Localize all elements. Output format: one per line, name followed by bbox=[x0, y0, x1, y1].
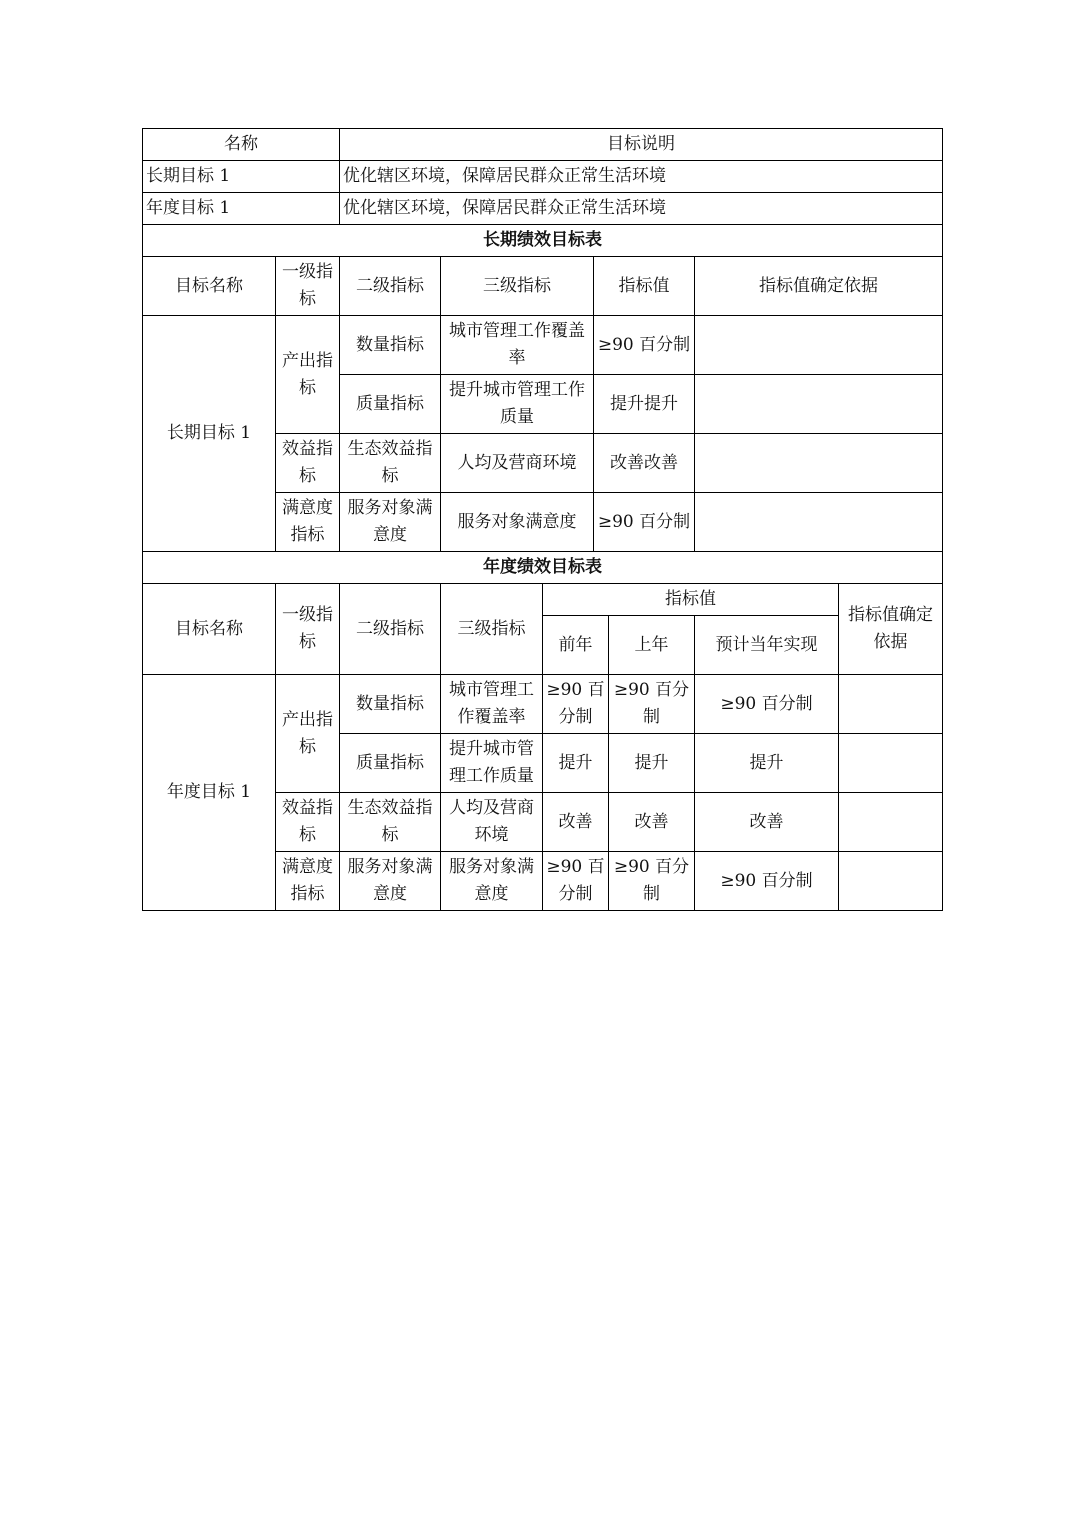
level1-indicator: 效益指标 bbox=[276, 793, 340, 852]
value-basis bbox=[695, 316, 943, 375]
overview-header-name: 名称 bbox=[143, 129, 340, 161]
level1-indicator: 效益指标 bbox=[276, 434, 340, 493]
level3-indicator: 城市管理工作覆盖率 bbox=[441, 316, 594, 375]
annual-table bbox=[142, 551, 943, 911]
indicator-value: 改善改善 bbox=[594, 434, 695, 493]
level3-indicator: 人均及营商环境 bbox=[441, 793, 543, 852]
document-page bbox=[142, 128, 942, 911]
sub-header: 上年 bbox=[609, 616, 695, 675]
level3-indicator: 服务对象满意度 bbox=[441, 852, 543, 911]
level2-indicator: 生态效益指标 bbox=[340, 793, 441, 852]
value-basis bbox=[839, 734, 943, 793]
column-header: 一级指标 bbox=[276, 257, 340, 316]
sub-header: 预计当年实现 bbox=[695, 616, 839, 675]
level3-indicator: 提升城市管理工作质量 bbox=[441, 734, 543, 793]
column-header: 目标名称 bbox=[143, 584, 276, 675]
level2-indicator: 服务对象满意度 bbox=[340, 493, 441, 552]
prev1-value: ≥90 百分制 bbox=[609, 852, 695, 911]
expected-value: 提升 bbox=[695, 734, 839, 793]
goal-name: 年度目标 1 bbox=[143, 675, 276, 911]
value-basis bbox=[695, 434, 943, 493]
value-basis bbox=[839, 852, 943, 911]
level2-indicator: 生态效益指标 bbox=[340, 434, 441, 493]
prev2-value: ≥90 百分制 bbox=[543, 675, 609, 734]
expected-value: 改善 bbox=[695, 793, 839, 852]
level2-indicator: 质量指标 bbox=[340, 734, 441, 793]
level3-indicator: 人均及营商环境 bbox=[441, 434, 594, 493]
goal-name: 长期目标 1 bbox=[143, 316, 276, 552]
level3-indicator: 服务对象满意度 bbox=[441, 493, 594, 552]
column-header: 三级指标 bbox=[441, 257, 594, 316]
prev2-value: ≥90 百分制 bbox=[543, 852, 609, 911]
column-header: 二级指标 bbox=[340, 584, 441, 675]
level1-indicator: 产出指标 bbox=[276, 675, 340, 793]
sub-header: 前年 bbox=[543, 616, 609, 675]
overview-row-desc: 优化辖区环境，保障居民群众正常生活环境 bbox=[340, 161, 943, 193]
overview-table bbox=[142, 128, 943, 225]
overview-row-desc: 优化辖区环境，保障居民群众正常生活环境 bbox=[340, 193, 943, 225]
column-header: 指标值确定依据 bbox=[695, 257, 943, 316]
annual-title: 年度绩效目标表 bbox=[143, 552, 943, 584]
indicator-value: ≥90 百分制 bbox=[594, 493, 695, 552]
overview-header-desc: 目标说明 bbox=[340, 129, 943, 161]
overview-row-name: 长期目标 1 bbox=[143, 161, 340, 193]
column-header: 一级指标 bbox=[276, 584, 340, 675]
level2-indicator: 数量指标 bbox=[340, 316, 441, 375]
column-header: 目标名称 bbox=[143, 257, 276, 316]
long-term-table bbox=[142, 224, 943, 552]
level2-indicator: 服务对象满意度 bbox=[340, 852, 441, 911]
prev1-value: 提升 bbox=[609, 734, 695, 793]
level3-indicator: 提升城市管理工作质量 bbox=[441, 375, 594, 434]
overview-row-name: 年度目标 1 bbox=[143, 193, 340, 225]
indicator-value: ≥90 百分制 bbox=[594, 316, 695, 375]
level1-indicator: 产出指标 bbox=[276, 316, 340, 434]
column-header: 指标值 bbox=[594, 257, 695, 316]
value-basis bbox=[839, 793, 943, 852]
long-term-title: 长期绩效目标表 bbox=[143, 225, 943, 257]
indicator-value: 提升提升 bbox=[594, 375, 695, 434]
expected-value: ≥90 百分制 bbox=[695, 852, 839, 911]
prev1-value: ≥90 百分制 bbox=[609, 675, 695, 734]
level2-indicator: 数量指标 bbox=[340, 675, 441, 734]
column-header: 指标值确定依据 bbox=[839, 584, 943, 675]
column-header: 二级指标 bbox=[340, 257, 441, 316]
level1-indicator: 满意度指标 bbox=[276, 493, 340, 552]
column-header: 三级指标 bbox=[441, 584, 543, 675]
value-basis bbox=[695, 375, 943, 434]
level2-indicator: 质量指标 bbox=[340, 375, 441, 434]
level3-indicator: 城市管理工作覆盖率 bbox=[441, 675, 543, 734]
expected-value: ≥90 百分制 bbox=[695, 675, 839, 734]
column-header: 指标值 bbox=[543, 584, 839, 616]
level1-indicator: 满意度指标 bbox=[276, 852, 340, 911]
prev2-value: 改善 bbox=[543, 793, 609, 852]
prev2-value: 提升 bbox=[543, 734, 609, 793]
value-basis bbox=[695, 493, 943, 552]
prev1-value: 改善 bbox=[609, 793, 695, 852]
value-basis bbox=[839, 675, 943, 734]
